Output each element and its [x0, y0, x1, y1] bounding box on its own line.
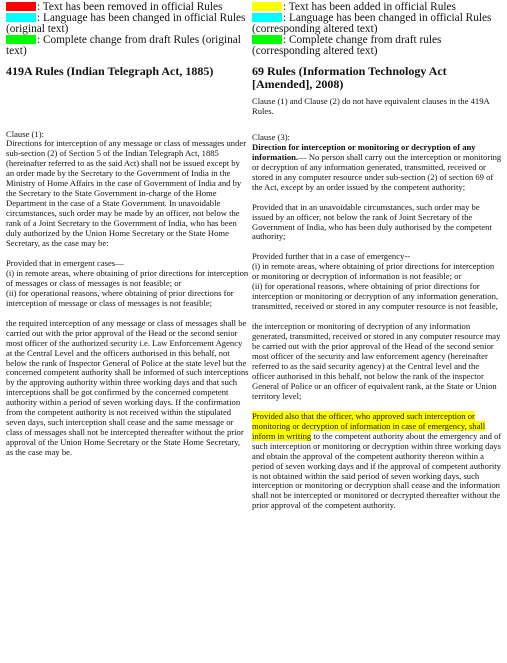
legend-text: : Language has been changed in official Rules (original text)	[6, 12, 246, 35]
legend-right	[252, 2, 502, 57]
legend-text: : Text has been added in official Rules	[283, 1, 456, 13]
heading-69-rules: 69 Rules (Information Technology Act [Amended], 2008)	[252, 64, 447, 91]
swatch-cyan	[252, 13, 282, 22]
legend-language-altered	[252, 13, 502, 35]
right-paragraph-3: Provided further that in a case of emergency--	[252, 251, 411, 262]
right-paragraph-5	[252, 412, 502, 512]
right-paragraph-1	[252, 143, 502, 193]
added-text-highlight: Provided also that the officer, who approved such interception or monitoring or decryption of information in case of emergency, shall inform in writing	[252, 410, 486, 441]
left-paragraph-1: Directions for interception of any message or class of messages under sub-section (2) of Section 5 of the Indian Telegraph Act, 1885 (hereinafter referred to as the said Act) shall not be issued except by an order made by the Secretary to the Government of India in the Ministry of Home Affairs in the case of Government of India and by the Secretary to the State Government in-charge of the Home Department in the case of a State Government. In unavoidable circumstances, such order may be made by an officer, not below the rank of a Joint Secretary to the Government of India, who has been duly authorized by the Union Home Secretary or the State Home Secretary, as the case may be:	[6, 138, 247, 248]
swatch-cyan	[6, 13, 36, 22]
right-body	[252, 97, 502, 511]
legend-text: : Complete change from draft Rules (original text)	[6, 34, 241, 57]
equivalence-note: Clause (1) and Clause (2) do not have equivalent clauses in the 419A Rules.	[252, 96, 490, 116]
legend-text: : Text has been removed in official Rules	[37, 1, 223, 13]
right-paragraph-3a: (i) in remote areas, where obtaining of prior directions for interception or monitoring or decryption of information is not feasible; or	[252, 261, 495, 282]
legend-language-original	[6, 13, 249, 35]
left-paragraph-2: Provided that in emergent cases—	[6, 257, 124, 268]
right-paragraph-3b: (ii) for operational reasons, where obtaining of prior directions for interception or monitoring or decryption of any information generation, transmitted, received or stored in any computer resource is not feasible,	[252, 281, 499, 312]
direction-text: — No person shall carry out the interception or monitoring or decryption of any information generated, transmitted, received or stored in any computer resource under sub-section (2) of section 69 of the Act, except by an order issued by the competent authority;	[252, 151, 502, 192]
left-paragraph-2b: (ii) for operational reasons, where obtaining of prior directions for interception of message or class of messages is not feasible;	[6, 287, 234, 308]
swatch-red	[6, 2, 36, 11]
swatch-green	[252, 35, 282, 44]
paragraph-5-rest: to the competent authority about the emergency and of such interception or monitoring or decryption within three working days and obtain the approval of the competent authority thereon within a period of seven working days and if the approval of competent authority is not obtained within the said period of seven working days, such interception or monitoring or decryption shall cease and the information shall not be intercepted or monitored or decrypted thereafter without the prior approval of the competent authority.	[252, 430, 502, 511]
legend-left	[6, 2, 249, 57]
clause-label: Clause (1):	[6, 128, 44, 139]
left-body	[6, 130, 249, 459]
legend-complete-change-altered	[252, 35, 502, 57]
right-paragraph-4: the interception or monitoring of decryption of any information generated, transmitted, received or stored in any computer resource may be carried out with the prior approval of the Head of the second senior most officer of the security and law enforcement agency (hereinafter referred to as the said security agency) at the Central level and the officer authorised in this behalf, not below the rank of the inspector General of Police or an officer of equivalent rank, at the State or Union territory level;	[252, 321, 501, 401]
legend-text: : Complete change from draft rules (corresponding altered text)	[252, 34, 442, 57]
right-column-69-rules	[252, 2, 502, 521]
swatch-green	[6, 35, 36, 44]
direction-heading: Direction for interception or monitoring or decryption of any information.	[252, 141, 476, 162]
left-paragraph-2a: (i) in remote areas, where obtaining of prior directions for interception of messages or class of messages is not feasible; or	[6, 267, 249, 288]
legend-text: : Language has been changed in official Rules (corresponding altered text)	[252, 12, 492, 35]
legend-complete-change-original	[6, 35, 249, 57]
heading-419a: 419A Rules (Indian Telegraph Act, 1885)	[6, 64, 214, 78]
left-paragraph-3: the required interception of any message or class of messages shall be carried out with the prior approval of the Head or the second senior most officer of the authorized security i.e. Law Enforcement Agency at the Central Level and the officers authorised in this behalf, not below the rank of Inspector General of Police at the state level but the concerned competent authority shall be informed of such interceptions by the approving authority within three working days and that such interceptions shall be got confirmed by the concerned competent authority within a period of seven working days. If the confirmation from the competent authority is not received within the stipulated seven days, such interception shall cease and the same message or class of messages shall not be intercepted thereafter without the prior approval of the Union Home Secretary or the State Home Secretary, as the case may be.	[6, 317, 249, 458]
right-paragraph-2: Provided that in an unavoidable circumstances, such order may be issued by an officer, not below the rank of Joint Secretary of the Government of India, who has been duly authorised by the competent authority;	[252, 201, 492, 242]
left-column-419a	[6, 2, 249, 468]
clause-label: Clause (3):	[252, 131, 290, 142]
swatch-yellow	[252, 2, 282, 11]
